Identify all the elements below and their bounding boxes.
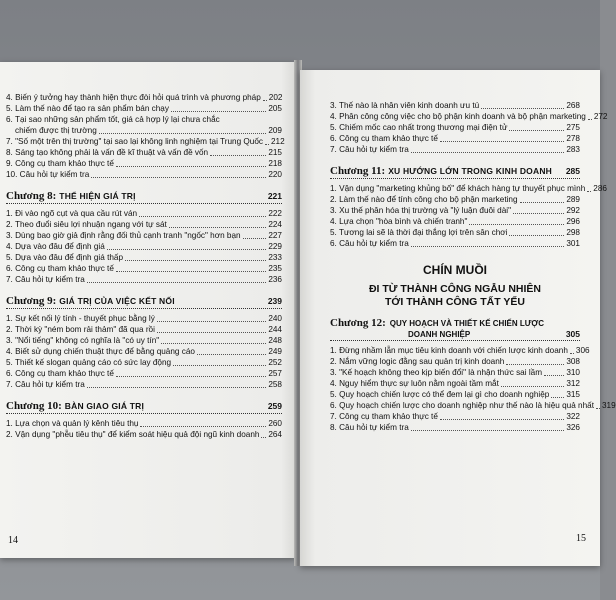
toc-entry[interactable]: 8. Sáng tạo không phải là vấn đề kĩ thuật và vấn đề vốn 215 [6, 148, 282, 157]
toc-entry[interactable]: 1. Lựa chọn và quản lý kênh tiêu thụ 260 [6, 419, 282, 428]
toc-entry[interactable]: 6. Công cụ tham khảo thực tế 257 [6, 369, 282, 378]
part-subtitle [330, 283, 580, 309]
toc-entry[interactable]: 1. Sự kết nối lý tính - thuyết phục bằng lý 240 [6, 314, 282, 323]
right-toc [330, 100, 616, 443]
toc-entry[interactable]: 2. Nắm vững logic đằng sau quản trị kinh doanh 308 [330, 357, 580, 366]
toc-entry[interactable]: 7. "Số một trên thị trường" tại sao lại không linh nghiệm tại Trung Quốc 212 [6, 137, 285, 146]
toc-entry[interactable]: 6. Công cụ tham khảo thực tế 235 [6, 264, 282, 273]
toc-entry[interactable]: 6. Câu hỏi tự kiểm tra 301 [330, 239, 580, 248]
toc-entry[interactable]: 9. Công cụ tham khảo thực tế 218 [6, 159, 282, 168]
right-page [300, 70, 616, 566]
part-subtitle-line-1: ĐI TỪ THÀNH CÔNG NGẪU NHIÊN [368, 283, 542, 295]
toc-entry[interactable]: 4. Dựa vào đâu để định giá 229 [6, 242, 282, 251]
chapter-9-items [6, 313, 282, 394]
chapter-heading-11[interactable]: Chương 11: XU HƯỚNG LỚN TRONG KINH DOANH 285 [330, 165, 580, 177]
toc-entry[interactable]: 3. "Nổi tiếng" không có nghĩa là "có uy tín" 248 [6, 336, 282, 345]
toc-entry[interactable]: 1. Đừng nhầm lẫn mục tiêu kinh doanh với chiến lược kinh doanh 306 [330, 346, 590, 355]
part-title: CHÍN MUỒI [423, 263, 487, 277]
toc-entry[interactable]: 7. Câu hỏi tự kiểm tra 236 [6, 275, 282, 284]
toc-entry[interactable]: 2. Làm thế nào để tính công cho bộ phận marketing 289 [330, 195, 580, 204]
toc-entry[interactable]: 5. Làm thế nào để tạo ra sản phẩm bán chạy 205 [6, 104, 282, 113]
part-subtitle-line-2: TỚI THÀNH CÔNG TẤT YẾU [384, 296, 525, 308]
toc-entry[interactable]: 3. Dùng bao giờ giả định rằng đối thủ cạnh tranh "ngốc" hơn bạn 227 [6, 231, 282, 240]
toc-entry[interactable]: 1. Vận dụng "marketing khủng bố" để khách hàng tự thuyết phục mình 286 [330, 184, 607, 193]
toc-entry[interactable]: 5. Dựa vào đâu để định giá thấp 233 [6, 253, 282, 262]
chapter-8-items [6, 208, 282, 289]
toc-entry[interactable]: 3. "Kế hoạch không theo kịp biến đổi" là nhận thức sai lầm 310 [330, 368, 580, 377]
toc-entry[interactable]: 3. Thế nào là nhân viên kinh doanh ưu tú 268 [330, 101, 580, 110]
right-top-entries [330, 100, 608, 159]
chapter-heading-8[interactable]: Chương 8: THỂ HIỆN GIÁ TRỊ 221 [6, 190, 282, 202]
toc-entry[interactable]: 7. Câu hỏi tự kiểm tra 258 [6, 380, 282, 389]
page-number: 14 [8, 535, 18, 546]
toc-entry[interactable]: 2. Vận dụng "phễu tiêu thụ" để kiểm soát hiệu quả đội ngũ kinh doanh 264 [6, 430, 282, 439]
chapter-heading-9[interactable]: Chương 9: GIÁ TRỊ CỦA VIỆC KẾT NỐI 239 [6, 295, 282, 307]
toc-entry[interactable]: 5. Chiếm mốc cao nhất trong thương mại điện tử 275 [330, 123, 580, 132]
toc-entry[interactable]: 5. Tương lai sẽ là thời đại thắng lợi trên sân chơi 298 [330, 228, 580, 237]
toc-entry[interactable]: 5. Thiết kế slogan quảng cáo có sức lay động 252 [6, 358, 282, 367]
chapter-heading-10[interactable]: Chương 10: BÀN GIAO GIÁ TRỊ 259 [6, 400, 282, 412]
chapter-10-items [6, 418, 282, 444]
toc-entry[interactable]: 3. Xu thế phân hóa thị trường và "lý luận đuôi dài" 292 [330, 206, 580, 215]
toc-entry[interactable]: 8. Câu hỏi tự kiểm tra 326 [330, 423, 580, 432]
toc-entry-continuation[interactable]: chiếm được thị trường 209 [15, 126, 282, 135]
toc-entry[interactable]: 10. Câu hỏi tự kiểm tra 220 [6, 170, 282, 179]
chapter-heading-12[interactable]: Chương 12: QUY HOẠCH VÀ THIẾT KẾ CHIẾN LƯỢC DOANH NGHIỆP 305 [330, 317, 580, 339]
page-number: 15 [576, 533, 586, 544]
chapter-12-items [330, 345, 616, 437]
toc-entry[interactable]: 2. Thời kỳ "ném bom rải thảm" đã qua rồi 244 [6, 325, 282, 334]
left-top-entries [6, 92, 285, 184]
left-toc [6, 92, 285, 450]
toc-entry[interactable]: 6. Tại sao những sản phẩm tốt, giá cả hợp lý lại chưa chắc [6, 115, 220, 124]
toc-entry[interactable]: 4. Lựa chọn "hòa bình và chiến tranh" 296 [330, 217, 580, 226]
toc-entry[interactable]: 2. Theo đuổi siêu lợi nhuận ngang với tự sát 224 [6, 220, 282, 229]
toc-entry[interactable]: 4. Phân công công việc cho bộ phận kinh doanh và bộ phận marketing 272 [330, 112, 608, 121]
toc-entry[interactable]: 6. Quy hoạch chiến lược cho doanh nghiệp như thế nào là hiệu quả nhất 319 [330, 401, 616, 410]
toc-entry[interactable]: 6. Công cụ tham khảo thực tế 278 [330, 134, 580, 143]
toc-entry[interactable]: 4. Nguy hiểm thực sự luôn nằm ngoài tầm mắt 312 [330, 379, 580, 388]
toc-entry[interactable]: 7. Công cụ tham khảo thực tế 322 [330, 412, 580, 421]
toc-entry[interactable]: 5. Quy hoạch chiến lược có thể đem lại gì cho doanh nghiệp 315 [330, 390, 580, 399]
toc-entry[interactable]: 4. Biết sử dụng chiến thuật thực để bằng quảng cáo 249 [6, 347, 282, 356]
toc-entry[interactable]: 4. Biến ý tưởng hay thành hiện thực đòi hỏi quá trình và phương pháp 202 [6, 93, 283, 102]
left-page [0, 62, 296, 558]
chapter-11-items [330, 183, 607, 253]
toc-entry[interactable]: 7. Câu hỏi tự kiểm tra 283 [330, 145, 580, 154]
toc-entry[interactable]: 1. Đi vào ngõ cụt và qua cầu rút ván 222 [6, 209, 282, 218]
